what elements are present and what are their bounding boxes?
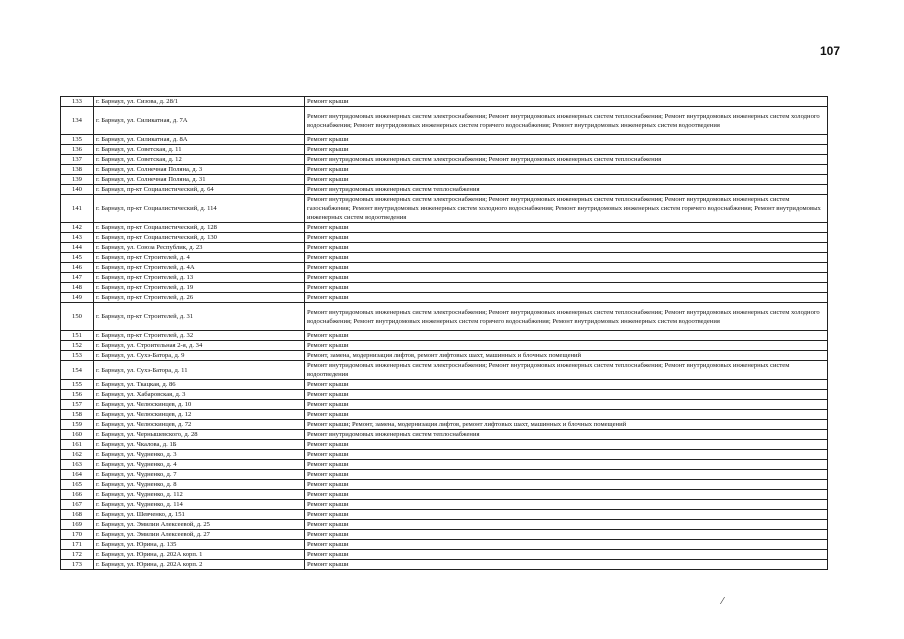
address-cell: г. Барнаул, ул. Чудненко, д. 8: [94, 480, 305, 490]
address-cell: г. Барнаул, пр-кт Социалистический, д. 130: [94, 233, 305, 243]
row-number-cell: 146: [61, 263, 94, 273]
row-number-cell: 166: [61, 490, 94, 500]
address-cell: г. Барнаул, ул. Союза Республик, д. 23: [94, 243, 305, 253]
work-type-cell: Ремонт крыши; Ремонт, замена, модернизация лифтов, ремонт лифтовых шахт, машинных и блочных помещений: [305, 420, 828, 430]
work-type-cell: Ремонт крыши: [305, 500, 828, 510]
address-cell: г. Барнаул, ул. Сухэ-Батора, д. 11: [94, 361, 305, 380]
table-row: [61, 253, 828, 263]
address-cell: г. Барнаул, ул. Чудненко, д. 112: [94, 490, 305, 500]
address-cell: г. Барнаул, ул. Чудненко, д. 7: [94, 470, 305, 480]
work-type-cell: Ремонт внутридомовых инженерных систем теплоснабжения: [305, 185, 828, 195]
table-row: [61, 175, 828, 185]
table-row: [61, 510, 828, 520]
row-number-cell: 136: [61, 145, 94, 155]
table-row: [61, 263, 828, 273]
table-row: [61, 97, 828, 107]
work-type-cell: Ремонт крыши: [305, 560, 828, 570]
address-cell: г. Барнаул, ул. Челюскинцев, д. 10: [94, 400, 305, 410]
table-row: [61, 520, 828, 530]
address-cell: г. Барнаул, пр-кт Строителей, д. 32: [94, 331, 305, 341]
row-number-cell: 163: [61, 460, 94, 470]
address-cell: г. Барнаул, ул. Челюскинцев, д. 72: [94, 420, 305, 430]
row-number-cell: 152: [61, 341, 94, 351]
table-row: [61, 490, 828, 500]
row-number-cell: 148: [61, 283, 94, 293]
table-row: [61, 470, 828, 480]
address-cell: г. Барнаул, пр-кт Социалистический, д. 114: [94, 195, 305, 223]
address-cell: г. Барнаул, ул. Юрина, д. 135: [94, 540, 305, 550]
address-cell: г. Барнаул, ул. Чкалова, д. 1Б: [94, 440, 305, 450]
row-number-cell: 168: [61, 510, 94, 520]
repair-table-body: [61, 97, 828, 570]
row-number-cell: 139: [61, 175, 94, 185]
row-number-cell: 153: [61, 351, 94, 361]
work-type-cell: Ремонт крыши: [305, 223, 828, 233]
address-cell: г. Барнаул, ул. Челюскинцев, д. 12: [94, 410, 305, 420]
address-cell: г. Барнаул, ул. Советская, д. 12: [94, 155, 305, 165]
table-row: [61, 480, 828, 490]
address-cell: г. Барнаул, ул. Эмилии Алексеевой, д. 27: [94, 530, 305, 540]
work-type-cell: Ремонт крыши: [305, 390, 828, 400]
work-type-cell: Ремонт крыши: [305, 400, 828, 410]
table-row: [61, 390, 828, 400]
work-type-cell: Ремонт крыши: [305, 283, 828, 293]
table-row: [61, 303, 828, 331]
work-type-cell: Ремонт крыши: [305, 145, 828, 155]
table-row: [61, 450, 828, 460]
address-cell: г. Барнаул, пр-кт Строителей, д. 19: [94, 283, 305, 293]
row-number-cell: 133: [61, 97, 94, 107]
row-number-cell: 165: [61, 480, 94, 490]
work-type-cell: Ремонт крыши: [305, 480, 828, 490]
table-row: [61, 145, 828, 155]
address-cell: г. Барнаул, ул. Шевченко, д. 151: [94, 510, 305, 520]
table-row: [61, 331, 828, 341]
row-number-cell: 169: [61, 520, 94, 530]
row-number-cell: 162: [61, 450, 94, 460]
address-cell: г. Барнаул, пр-кт Строителей, д. 31: [94, 303, 305, 331]
table-row: [61, 135, 828, 145]
row-number-cell: 172: [61, 550, 94, 560]
row-number-cell: 173: [61, 560, 94, 570]
address-cell: г. Барнаул, ул. Чернышевского, д. 28: [94, 430, 305, 440]
row-number-cell: 171: [61, 540, 94, 550]
address-cell: г. Барнаул, ул. Солнечная Поляна, д. 31: [94, 175, 305, 185]
work-type-cell: Ремонт крыши: [305, 165, 828, 175]
work-type-cell: Ремонт крыши: [305, 540, 828, 550]
repair-table: [60, 96, 828, 570]
table-row: [61, 400, 828, 410]
work-type-cell: Ремонт крыши: [305, 273, 828, 283]
address-cell: г. Барнаул, ул. Чудненко, д. 114: [94, 500, 305, 510]
row-number-cell: 145: [61, 253, 94, 263]
row-number-cell: 156: [61, 390, 94, 400]
work-type-cell: Ремонт крыши: [305, 97, 828, 107]
work-type-cell: Ремонт крыши: [305, 135, 828, 145]
table-row: [61, 223, 828, 233]
address-cell: г. Барнаул, ул. Советская, д. 11: [94, 145, 305, 155]
work-type-cell: Ремонт крыши: [305, 253, 828, 263]
address-cell: г. Барнаул, пр-кт Строителей, д. 13: [94, 273, 305, 283]
pen-mark: ⁄: [722, 596, 724, 607]
table-row: [61, 410, 828, 420]
address-cell: г. Барнаул, ул. Сизова, д. 28/1: [94, 97, 305, 107]
address-cell: г. Барнаул, ул. Силикатная, д. 7А: [94, 107, 305, 135]
table-row: [61, 440, 828, 450]
row-number-cell: 157: [61, 400, 94, 410]
table-row: [61, 460, 828, 470]
repair-table-container: [60, 96, 828, 570]
work-type-cell: Ремонт крыши: [305, 520, 828, 530]
table-row: [61, 283, 828, 293]
table-row: [61, 420, 828, 430]
row-number-cell: 160: [61, 430, 94, 440]
table-row: [61, 195, 828, 223]
table-row: [61, 155, 828, 165]
address-cell: г. Барнаул, ул. Силикатная, д. 8А: [94, 135, 305, 145]
row-number-cell: 141: [61, 195, 94, 223]
work-type-cell: Ремонт крыши: [305, 470, 828, 480]
table-row: [61, 341, 828, 351]
work-type-cell: Ремонт крыши: [305, 460, 828, 470]
table-row: [61, 540, 828, 550]
row-number-cell: 134: [61, 107, 94, 135]
row-number-cell: 137: [61, 155, 94, 165]
row-number-cell: 147: [61, 273, 94, 283]
row-number-cell: 161: [61, 440, 94, 450]
work-type-cell: Ремонт внутридомовых инженерных систем теплоснабжения: [305, 430, 828, 440]
address-cell: г. Барнаул, пр-кт Социалистический, д. 128: [94, 223, 305, 233]
work-type-cell: Ремонт крыши: [305, 341, 828, 351]
work-type-cell: Ремонт крыши: [305, 450, 828, 460]
work-type-cell: Ремонт внутридомовых инженерных систем электроснабжения; Ремонт внутридомовых инженерных систем теплоснабжения; Ремонт внутридомовых инженерных систем водоотведения: [305, 361, 828, 380]
table-row: [61, 430, 828, 440]
work-type-cell: Ремонт внутридомовых инженерных систем электроснабжения; Ремонт внутридомовых инженерных систем теплоснабжения; Ремонт внутридомовых инженерных систем газоснабжения; Ремонт внутридомовых инженерных систем холодного водоснабжения; Ремонт внутридомовых инженерных систем горячего водоснабжения; Ремонт внутридомовых инженерных систем водоотведения: [305, 195, 828, 223]
work-type-cell: Ремонт крыши: [305, 263, 828, 273]
table-row: [61, 293, 828, 303]
work-type-cell: Ремонт крыши: [305, 380, 828, 390]
address-cell: г. Барнаул, ул. Чудненко, д. 3: [94, 450, 305, 460]
row-number-cell: 170: [61, 530, 94, 540]
row-number-cell: 143: [61, 233, 94, 243]
work-type-cell: Ремонт внутридомовых инженерных систем электроснабжения; Ремонт внутридомовых инженерных систем теплоснабжения: [305, 155, 828, 165]
work-type-cell: Ремонт крыши: [305, 440, 828, 450]
work-type-cell: Ремонт крыши: [305, 175, 828, 185]
table-row: [61, 165, 828, 175]
work-type-cell: Ремонт крыши: [305, 410, 828, 420]
table-row: [61, 233, 828, 243]
address-cell: г. Барнаул, ул. Чудненко, д. 4: [94, 460, 305, 470]
work-type-cell: Ремонт крыши: [305, 293, 828, 303]
address-cell: г. Барнаул, ул. Хабаровская, д. 3: [94, 390, 305, 400]
table-row: [61, 273, 828, 283]
table-row: [61, 380, 828, 390]
table-row: [61, 560, 828, 570]
row-number-cell: 138: [61, 165, 94, 175]
table-row: [61, 500, 828, 510]
table-row: [61, 351, 828, 361]
row-number-cell: 151: [61, 331, 94, 341]
table-row: [61, 185, 828, 195]
address-cell: г. Барнаул, пр-кт Строителей, д. 26: [94, 293, 305, 303]
table-row: [61, 550, 828, 560]
address-cell: г. Барнаул, ул. Строительная 2-я, д. 34: [94, 341, 305, 351]
address-cell: г. Барнаул, ул. Ткацкая, д. 86: [94, 380, 305, 390]
page-number: 107: [819, 44, 840, 58]
work-type-cell: Ремонт внутридомовых инженерных систем электроснабжения; Ремонт внутридомовых инженерных систем теплоснабжения; Ремонт внутридомовых инженерных систем холодного водоснабжения; Ремонт внутридомовых инженерных систем горячего водоснабжения; Ремонт внутридомовых инженерных систем водоотведения: [305, 303, 828, 331]
row-number-cell: 159: [61, 420, 94, 430]
work-type-cell: Ремонт крыши: [305, 243, 828, 253]
work-type-cell: Ремонт, замена, модернизация лифтов, ремонт лифтовых шахт, машинных и блочных помещений: [305, 351, 828, 361]
address-cell: г. Барнаул, ул. Юрина, д. 202А корп. 2: [94, 560, 305, 570]
work-type-cell: Ремонт крыши: [305, 331, 828, 341]
address-cell: г. Барнаул, ул. Юрина, д. 202А корп. 1: [94, 550, 305, 560]
row-number-cell: 167: [61, 500, 94, 510]
table-row: [61, 530, 828, 540]
work-type-cell: Ремонт крыши: [305, 550, 828, 560]
row-number-cell: 144: [61, 243, 94, 253]
work-type-cell: Ремонт крыши: [305, 233, 828, 243]
table-row: [61, 107, 828, 135]
address-cell: г. Барнаул, ул. Эмилии Алексеевой, д. 25: [94, 520, 305, 530]
work-type-cell: Ремонт крыши: [305, 530, 828, 540]
row-number-cell: 154: [61, 361, 94, 380]
work-type-cell: Ремонт крыши: [305, 490, 828, 500]
address-cell: г. Барнаул, ул. Сухэ-Батора, д. 9: [94, 351, 305, 361]
row-number-cell: 142: [61, 223, 94, 233]
row-number-cell: 150: [61, 303, 94, 331]
row-number-cell: 149: [61, 293, 94, 303]
row-number-cell: 158: [61, 410, 94, 420]
address-cell: г. Барнаул, пр-кт Строителей, д. 4: [94, 253, 305, 263]
table-row: [61, 243, 828, 253]
address-cell: г. Барнаул, пр-кт Социалистический, д. 64: [94, 185, 305, 195]
address-cell: г. Барнаул, ул. Солнечная Поляна, д. 3: [94, 165, 305, 175]
work-type-cell: Ремонт крыши: [305, 510, 828, 520]
table-row: [61, 361, 828, 380]
row-number-cell: 164: [61, 470, 94, 480]
address-cell: г. Барнаул, пр-кт Строителей, д. 4А: [94, 263, 305, 273]
work-type-cell: Ремонт внутридомовых инженерных систем электроснабжения; Ремонт внутридомовых инженерных систем теплоснабжения; Ремонт внутридомовых инженерных систем холодного водоснабжения; Ремонт внутридомовых инженерных систем горячего водоснабжения; Ремонт внутридомовых инженерных систем водоотведения: [305, 107, 828, 135]
row-number-cell: 135: [61, 135, 94, 145]
row-number-cell: 155: [61, 380, 94, 390]
row-number-cell: 140: [61, 185, 94, 195]
